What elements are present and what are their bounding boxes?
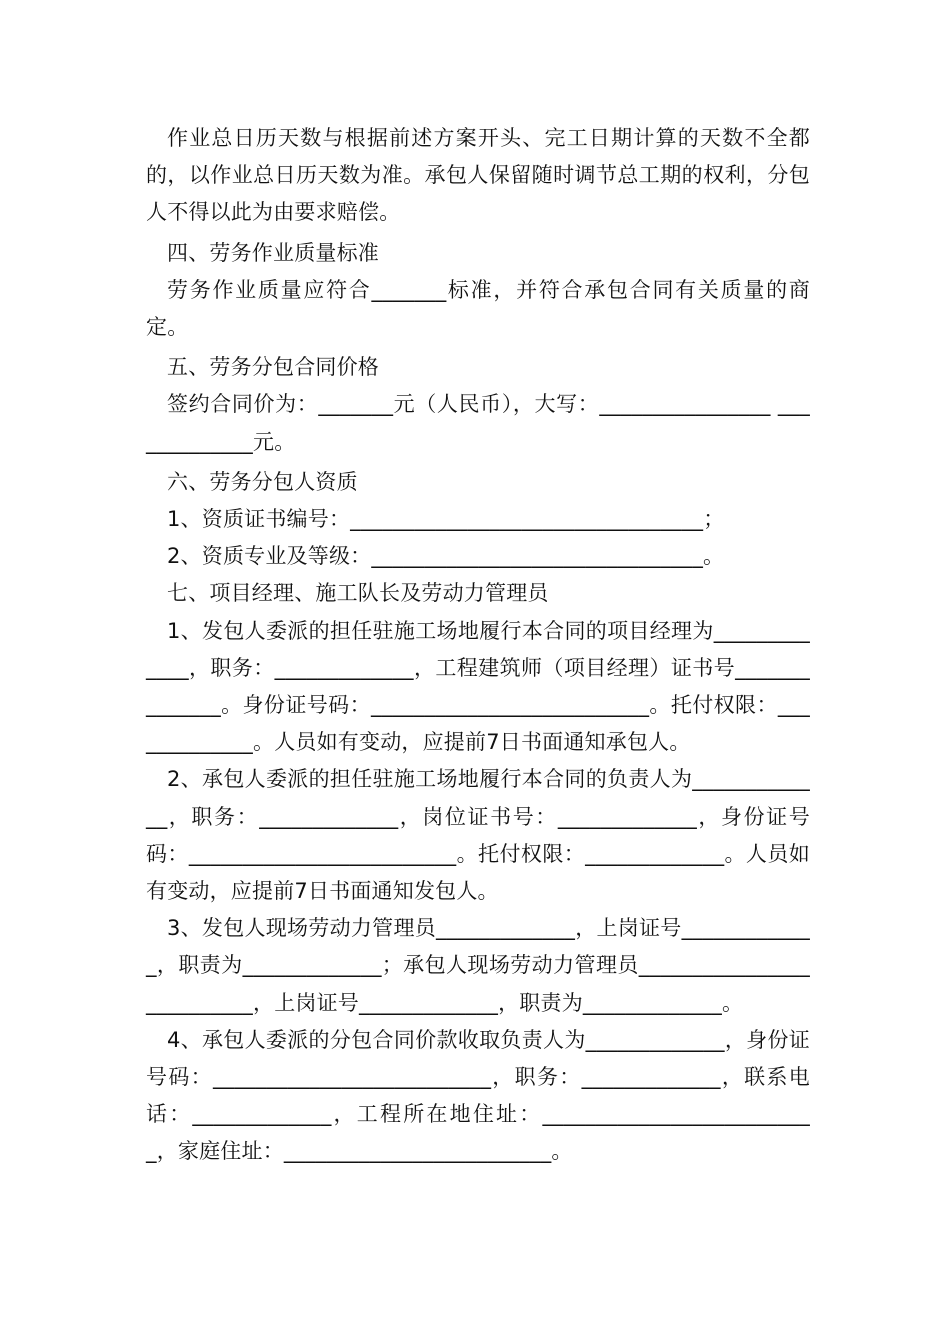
paragraph-price: 签约合同价为：_______元（人民币），大写：________________ _____________元。: [146, 392, 810, 454]
paragraph-labor-managers: 3、发包人现场劳动力管理员_____________，上岗证号_____________，职责为_____________；承包人现场劳动力管理员__________________________，上岗证号_____________，职责为_____________。: [146, 916, 810, 1015]
paragraph-certificate-number: 1、资质证书编号：_________________________________；: [167, 507, 725, 532]
paragraph-contractor-lead: 2、承包人委派的担任驻施工场地履行本合同的负责人为_____________，职务：_____________，岗位证书号：_____________，身份证号码：_________________________。托付权限：_____________。人员如有变动，应提前7日书面通知发包人。: [146, 767, 810, 904]
section-heading-qualification: 六、劳务分包人资质: [167, 469, 358, 494]
document-body: [146, 120, 810, 1171]
paragraph-project-manager: 1、发包人委派的担任驻施工场地履行本合同的项目经理为_____________，职务：_____________，工程建筑师（项目经理）证书号______________。身份证号码：__________________________。托付权限：_____________。人员如有变动，应提前7日书面通知承包人。: [146, 618, 810, 755]
paragraph-qualification-level: 2、资质专业及等级：_______________________________。: [167, 544, 725, 569]
paragraph-schedule: 作业总日历天数与根据前述方案开头、完工日期计算的天数不全都的，以作业总日历天数为准。承包人保留随时调节总工期的权利，分包人不得以此为由要求赔偿。: [146, 126, 810, 225]
section-heading-quality: 四、劳务作业质量标准: [167, 240, 379, 265]
paragraph-quality: 劳务作业质量应符合_______标准，并符合承包合同有关质量的商定。: [146, 277, 810, 340]
section-heading-personnel: 七、项目经理、施工队长及劳动力管理员: [167, 581, 549, 606]
section-heading-price: 五、劳务分包合同价格: [167, 355, 379, 380]
paragraph-payment-contact: 4、承包人委派的分包合同价款收取负责人为_____________，身份证号码：__________________________，职务：_____________，联系电话：_____________，工程所在地住址：__________________________，家庭住址：_________________________。: [146, 1027, 810, 1164]
